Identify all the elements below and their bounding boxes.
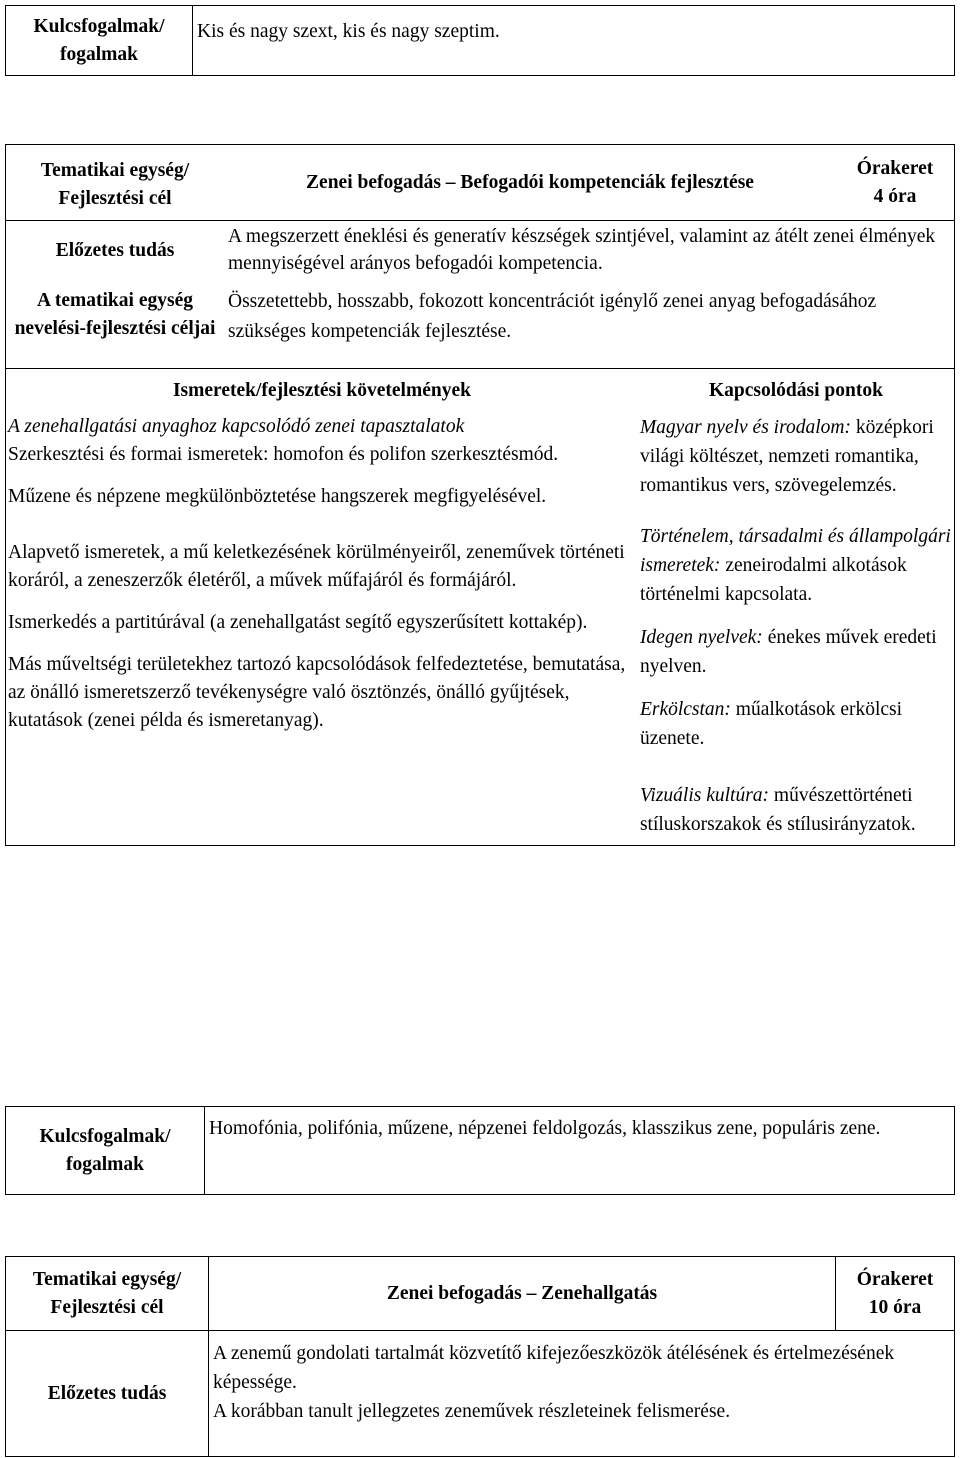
prior-knowledge-text: A megszerzett éneklési és generatív készségek szintjével, valamint az átélt zenei élmények mennyiségével arányos befogadói kompetencia.: [224, 221, 955, 281]
prior-line-2: A korábban tanult jellegzetes zeneművek részleteinek felismerése.: [213, 1401, 731, 1422]
prior-knowledge-label: Előzetes tudás: [6, 221, 225, 281]
hours-label: Órakeret: [856, 157, 934, 179]
prior-knowledge-cell-2: [209, 1331, 955, 1457]
unit-table-zenehallgatas: [5, 1256, 955, 1457]
goals-text: Összetettebb, hosszabb, fokozott koncentrációt igénylő zenei anyag befogadásához szükséges kompetenciák fejlesztése.: [224, 281, 955, 369]
key-concepts-table-1: [5, 5, 955, 76]
requirements-cell: [6, 413, 638, 846]
unit-title: Zenei befogadás – Befogadói kompetenciák fejlesztése: [224, 145, 836, 221]
hours-value-2: 10 óra: [868, 1296, 922, 1318]
req-paragraph-5: Más műveltségi területekhez tartozó kapcsolódások felfedeztetése, bemutatása, az önálló ismeretszerző tevékenységre való ösztönzés, önálló gyűjtések, kutatások (zenei példa és ismeretanyag).: [8, 653, 626, 731]
hours-value: 4 óra: [873, 185, 917, 207]
req-paragraph-4: Ismerkedés a partitúrával (a zenehallgatást segítő egyszerűsített kottakép).: [8, 611, 588, 633]
key-concepts-label: Kulcsfogalmak/ fogalmak: [6, 6, 193, 76]
conn-item-magyar: Magyar nyelv és irodalom: középkori világi költészet, nemzeti romantika, romantikus vers, szövegelemzés.: [639, 416, 934, 496]
unit-label-2: Tematikai egység/ Fejlesztési cél: [6, 1257, 209, 1331]
requirements-header: Ismeretek/fejlesztési követelmények: [6, 369, 638, 413]
conn-item-idegen-nyelvek: Idegen nyelvek: énekes művek eredeti nyelven.: [639, 626, 937, 677]
hours-label-2: Órakeret: [856, 1268, 934, 1290]
prior-knowledge-label-2: Előzetes tudás: [6, 1331, 209, 1457]
connections-cell: [638, 413, 955, 846]
req-paragraph-2: Műzene és népzene megkülönböztetése hangszerek megfigyelésével.: [8, 485, 547, 507]
key-concepts-value: Kis és nagy szext, kis és nagy szeptim.: [193, 6, 955, 76]
goals-label: A tematikai egység nevelési-fejlesztési céljai: [6, 281, 225, 369]
req-paragraph-3: Alapvető ismeretek, a mű keletkezésének körülményeiről, zeneművek történeti koráról, a zeneszerzők életéről, a művek műfajáról és formájáról.: [8, 541, 625, 591]
prior-line-1: A zenemű gondolati tartalmát közvetítő kifejezőeszközök átélésének és értelmezésének képessége.: [213, 1343, 895, 1393]
connections-header: Kapcsolódási pontok: [638, 369, 955, 413]
req-heading-italic: A zenehallgatási anyaghoz kapcsolódó zenei tapasztalatok: [8, 415, 465, 437]
hours-cell-2: [836, 1257, 955, 1331]
conn-item-vizualis-kultura: Vizuális kultúra: művészettörténeti stíluskorszakok és stílusirányzatok.: [639, 784, 916, 835]
unit-label: Tematikai egység/ Fejlesztési cél: [6, 145, 225, 221]
key-concepts-value-2: Homofónia, polifónia, műzene, népzenei feldolgozás, klasszikus zene, populáris zene.: [205, 1107, 955, 1195]
key-concepts-table-2: [5, 1106, 955, 1195]
unit-table-befogadoi: [5, 144, 955, 846]
key-concepts-label-2: Kulcsfogalmak/ fogalmak: [6, 1107, 205, 1195]
hours-cell: [836, 145, 955, 221]
req-paragraph-1: Szerkesztési és formai ismeretek: homofon és polifon szerkesztésmód.: [8, 443, 559, 465]
conn-item-tortenelem: Történelem, társadalmi és állampolgári ismeretek: zeneirodalmi alkotások történelmi kapcsolata.: [639, 525, 951, 605]
unit-title-2: Zenei befogadás – Zenehallgatás: [209, 1257, 836, 1331]
conn-item-erkolcstan: Erkölcstan: műalkotások erkölcsi üzenete.: [639, 698, 903, 749]
